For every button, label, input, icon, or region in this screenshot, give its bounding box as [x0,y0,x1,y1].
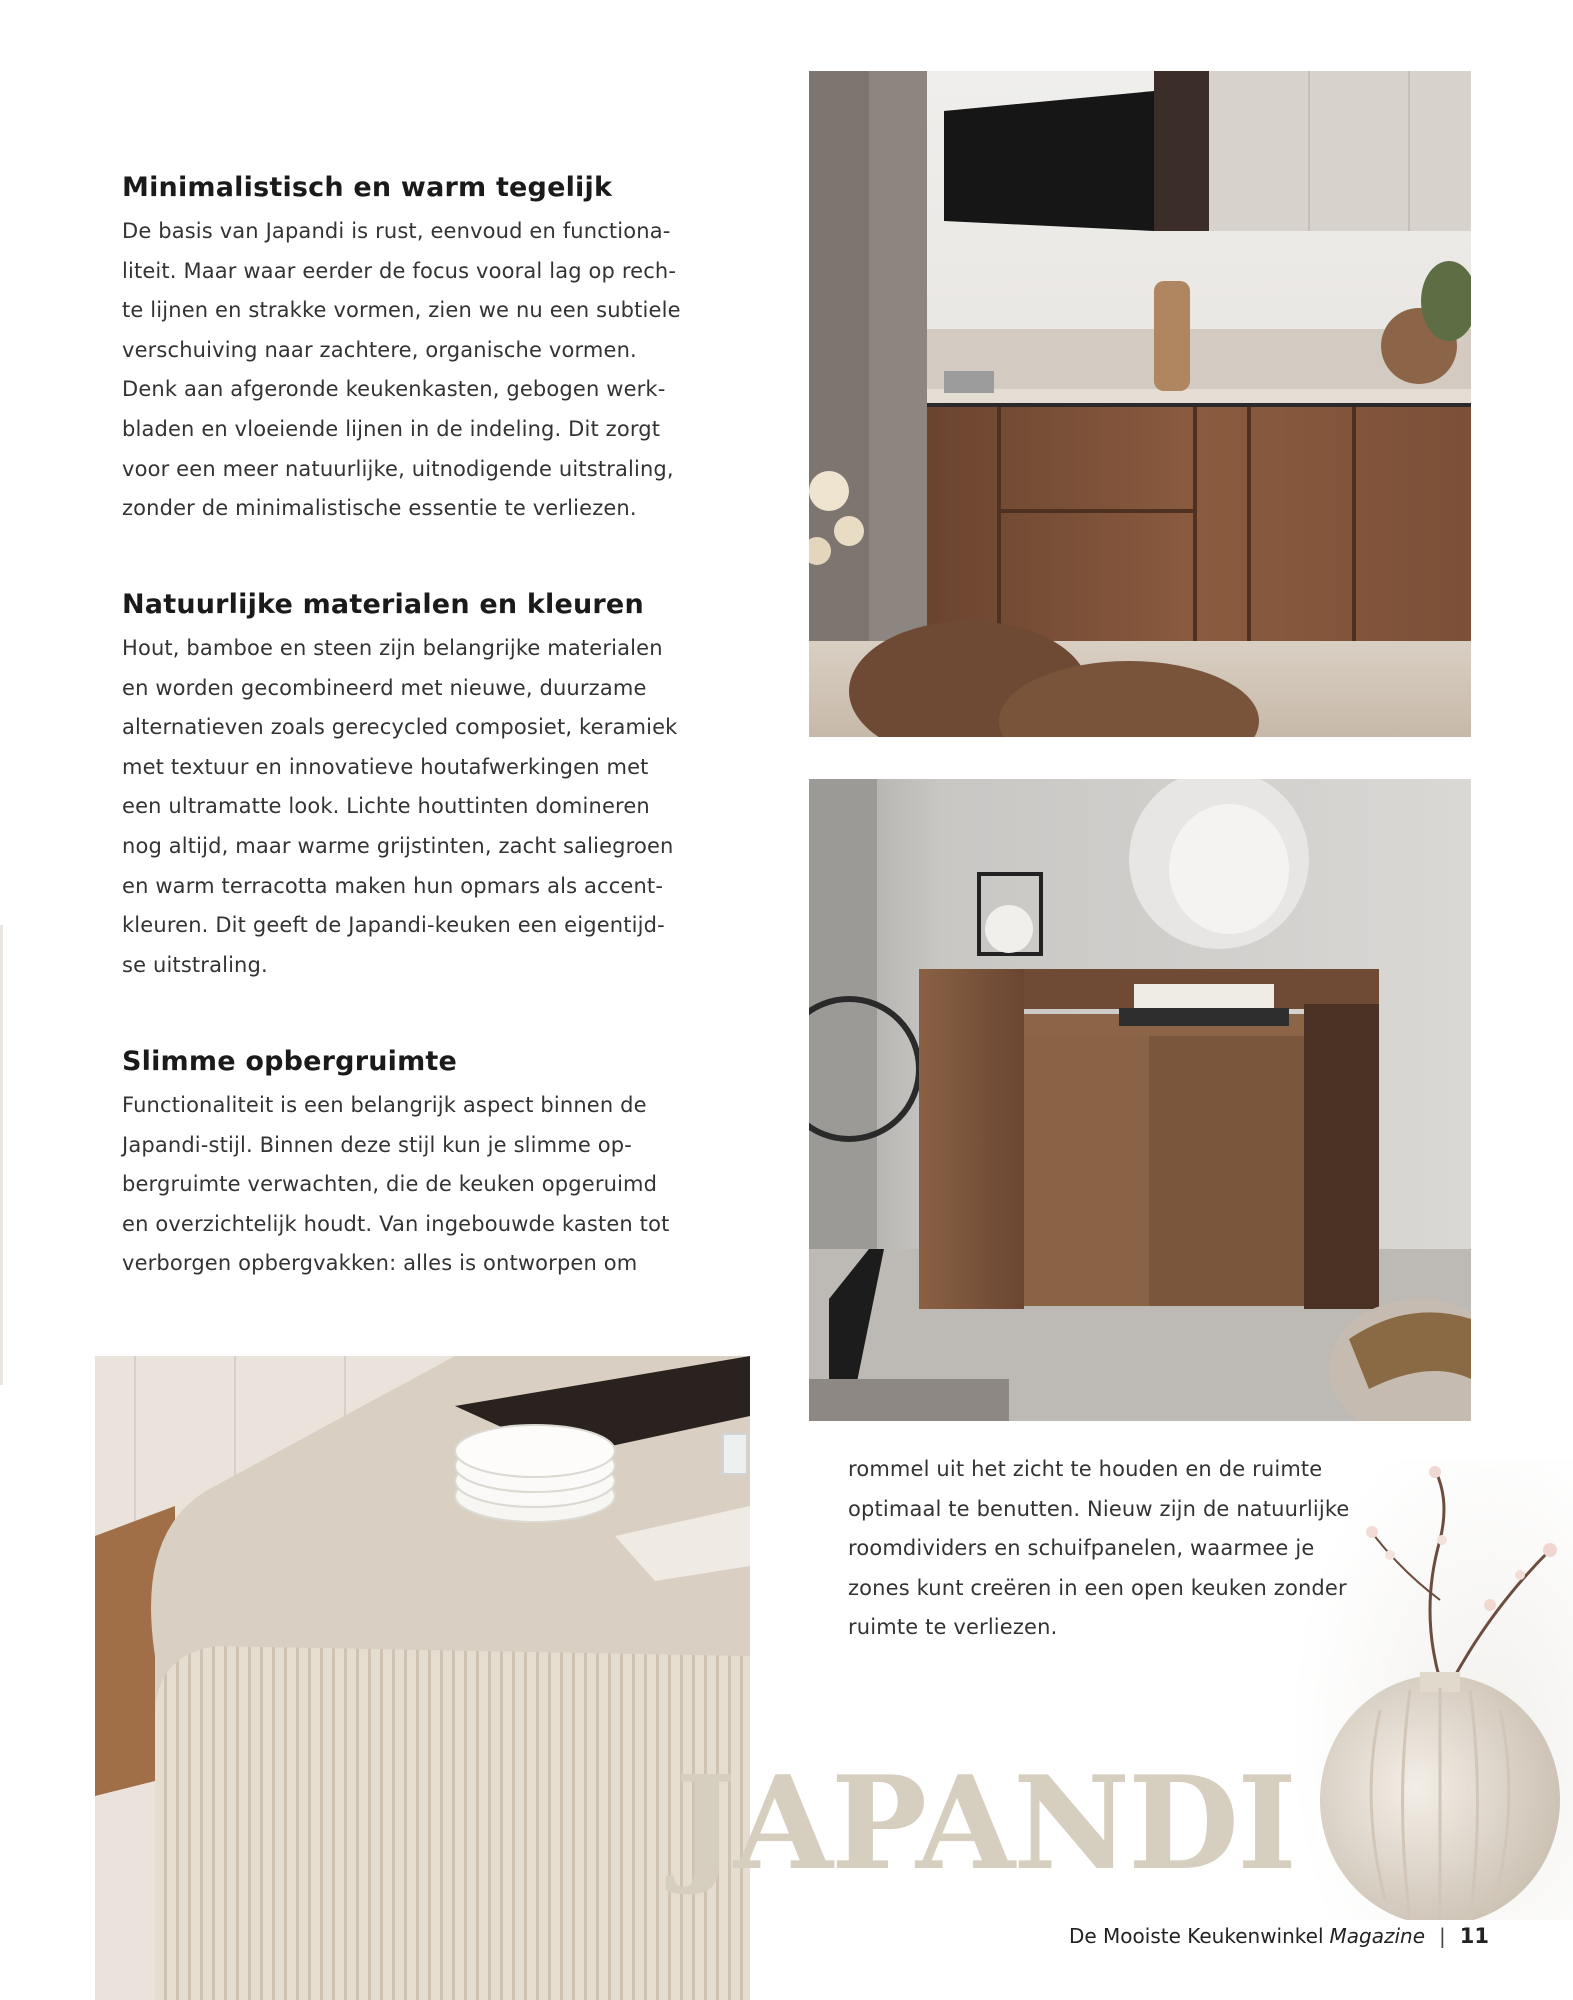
body-line: roomdividers en schuifpanelen, waarmee je [848,1536,1315,1561]
section-natuurlijke-materialen [122,587,702,985]
body-line: ruimte te verliezen. [848,1615,1058,1640]
body-line: se uitstraling. [122,952,268,977]
body-line: Functionaliteit is een belangrijk aspect binnen de [122,1093,647,1117]
section-body [122,1086,702,1284]
body-line: zones kunt creëren in een open keuken zonder [848,1575,1347,1600]
body-line: met textuur en innovatieve houtafwerkingen met [122,754,649,779]
body-line: zonder de minimalistische essentie te verliezen. [122,496,637,521]
page-edge-strip [0,925,3,1385]
body-line: alternatieven zoals gerecycled composiet, keramiek [122,715,678,740]
continuation-text [848,1450,1428,1648]
body-line: Japandi-stijl. Binnen deze stijl kun je slimme op- [122,1132,632,1157]
rounded-island-photo [95,1356,750,2000]
section-slimme-opbergruimte [122,1044,702,1284]
wooden-sideboard-photo [809,779,1471,1421]
body-line: verschuiving naar zachtere, organische vormen. [122,337,637,362]
body-line: Denk aan afgeronde keukenkasten, gebogen werk- [122,377,666,402]
section-title: Natuurlijke materialen en kleuren [122,589,644,620]
body-line: en overzichtelijk houdt. Van ingebouwde kasten tot [122,1211,670,1236]
page-number: 11 [1459,1924,1489,1948]
body-line: en warm terracotta maken hun opmars als accent- [122,873,664,898]
body-line: en worden gecombineerd met nieuwe, duurzame [122,675,647,700]
body-line: Hout, bamboe en steen zijn belangrijke materialen [122,636,663,660]
body-line: liteit. Maar waar eerder de focus vooral lag op rech- [122,258,677,283]
footer-separator: | [1439,1924,1446,1948]
body-line: een ultramatte look. Lichte houttinten domineren [122,794,650,819]
body-line: bladen en vloeiende lijnen in de indeling. Dit zorgt [122,416,661,441]
body-line: De basis van Japandi is rust, eenvoud en functiona- [122,219,671,243]
body-line: optimaal te benutten. Nieuw zijn de natuurlijke [848,1496,1350,1521]
japandi-title: JAPANDI [675,1749,1295,1899]
body-line: nog altijd, maar warme grijstinten, zacht saliegroen [122,833,674,858]
body-line: kleuren. Dit geeft de Japandi-keuken een eigentijd- [122,913,665,938]
magazine-label: Magazine [1329,1924,1426,1948]
body-line: voor een meer natuurlijke, uitnodigende uitstraling, [122,456,674,481]
body-line: bergruimte verwachten, die de keuken opgeruimd [122,1172,658,1197]
page-footer [1069,1924,1489,1948]
kitchen-wood-cabinets-photo [809,71,1471,737]
body-line: verborgen opbergvakken: alles is ontworpen om [122,1251,638,1276]
body-line: te lijnen en strakke vormen, zien we nu een subtiele [122,298,681,323]
section-minimalistisch [122,170,702,529]
section-title: Minimalistisch en warm tegelijk [122,172,613,203]
publication-name: De Mooiste Keukenwinkel [1068,1924,1324,1948]
section-title: Slimme opbergruimte [122,1046,458,1077]
body-line: rommel uit het zicht te houden en de ruimte [848,1457,1323,1481]
section-body [122,212,702,529]
section-body [122,629,702,985]
